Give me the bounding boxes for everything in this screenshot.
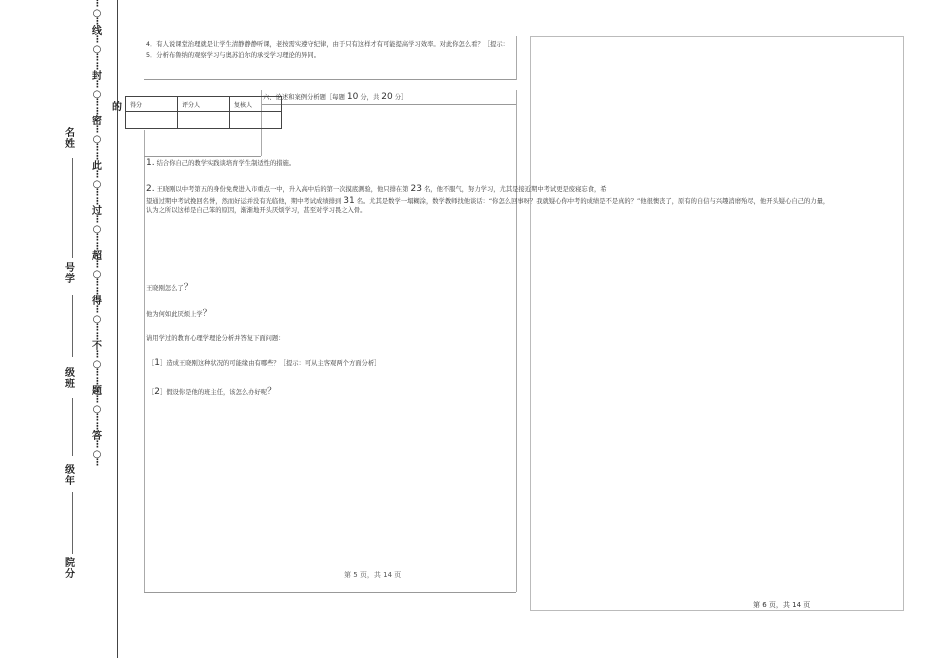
sub-question-4: ［1］造成王晓刚这种状况的可能缘由有哪些？［提示：可从主客观两个方面分析］ xyxy=(148,358,381,368)
binding-label-class: 级班 xyxy=(65,368,75,390)
seal-char: 线 xyxy=(92,26,102,37)
seal-char: 封 xyxy=(92,71,102,82)
seal-char: 题 xyxy=(92,386,102,397)
seal-char: 答 xyxy=(92,431,102,442)
binding-label-id: 号学 xyxy=(65,263,75,285)
seal-char: 不 xyxy=(92,341,102,352)
seal-char: 得 xyxy=(92,296,102,307)
score-header: 得分 xyxy=(126,97,178,112)
question-1: 1. 结合你自己的教学实践谈培育学生制适性的措施。 xyxy=(146,158,296,168)
grader-cell[interactable] xyxy=(178,112,230,129)
sub-question-2: 他为何如此厌烦上学？ xyxy=(146,309,212,319)
section-header-line xyxy=(261,104,516,105)
right-page-frame xyxy=(530,36,904,611)
sub-question-1: 王晓刚怎么了？ xyxy=(146,283,193,293)
page-frame xyxy=(144,592,516,593)
binding-underline xyxy=(72,398,73,456)
reviewer-cell[interactable] xyxy=(230,112,282,129)
sub-question-5: ［2］假设你是他的班主任，该怎么办好呢？ xyxy=(148,387,277,397)
binding-underline xyxy=(72,158,73,258)
seal-char: 超 xyxy=(92,251,102,262)
score-table xyxy=(125,96,282,129)
page-divider xyxy=(144,79,516,80)
page-frame xyxy=(516,90,517,592)
page-frame xyxy=(516,36,517,80)
page-footer-left: 第 5 页，共 14 页 xyxy=(344,571,402,579)
seal-char: 密 xyxy=(92,116,102,127)
question-2-line-3: 认为之所以这样是自己笨的原因，渐渐地开头厌烦学习，甚至对学习畏之入骨。 xyxy=(146,207,367,214)
seal-char: 此 xyxy=(92,161,102,172)
page-frame xyxy=(144,156,261,157)
page-frame xyxy=(144,130,145,592)
seal-column: ⋮ ○ ⋮ 线 ⋮ ○ ⋮ ⋮ 封 ⋮ ○ ⋮ ⋮ 密 ⋮ ○ ⋮ ⋮ 此 ⋮ ○ ⋮ ⋮ 过 ⋮ ○ ⋮ ⋮ 超 ⋮ ○ ⋮ ⋮ 得 ⋮ ○ ⋮ ⋮ 不 ⋮ ○ ⋮ ⋮ 题 ⋮ ○ ⋮ ⋮ 答 ⋮ ○ ⋮ xyxy=(92,0,102,468)
grader-header: 评分人 xyxy=(178,97,230,112)
binding-label-name: 名姓 xyxy=(65,128,75,150)
reviewer-header: 复核人 xyxy=(230,97,282,112)
sub-question-3: 请用学过的教育心理学理论分析并答复下面问题： xyxy=(146,335,285,342)
binding-label-grade: 级年 xyxy=(65,465,75,487)
binding-label-dept: 院分 xyxy=(65,558,75,580)
binding-underline xyxy=(72,295,73,357)
page-footer-right: 第 6 页，共 14 页 xyxy=(753,601,811,609)
score-cell[interactable] xyxy=(126,112,178,129)
binding-underline xyxy=(72,492,73,554)
question-5: 5．分析布鲁纳的观察学习与奥苏泊尔的承受学习理论的异同。 xyxy=(146,52,321,59)
section-title: 六、论述和案例分析题［每题 10 分，共 20 分］ xyxy=(263,92,408,102)
side-char: 的 xyxy=(112,102,122,113)
seal-char: 过 xyxy=(92,206,102,217)
question-2-line-1: 2. 王晓刚以中考第五的身份免费进入市重点一中，升入高中后的第一次摸底测验，他只排在第 23 名，他不服气，努力学习，尤其是接近期中考试更是废寝忘食，希 xyxy=(146,184,607,194)
question-2-line-2: 望通过期中考试挽回名誉，然而好运并没有光临他，期中考试成绩排到 31 名。尤其是数学一塌糊涂，数学教师找他谈话：“你怎么回事呀？我就疑心你中考的成绩是不是真的？”他很懊丧了，原有的自信与兴趣消磨殆尽，他开头疑心自己的力量， xyxy=(146,196,830,206)
question-4: 4．有人说课堂治理就是让学生清静静静听课，老按需实遵守纪律，由于只有这样才有可能提高学习效率。对此你怎么看？［提示： xyxy=(146,41,509,48)
